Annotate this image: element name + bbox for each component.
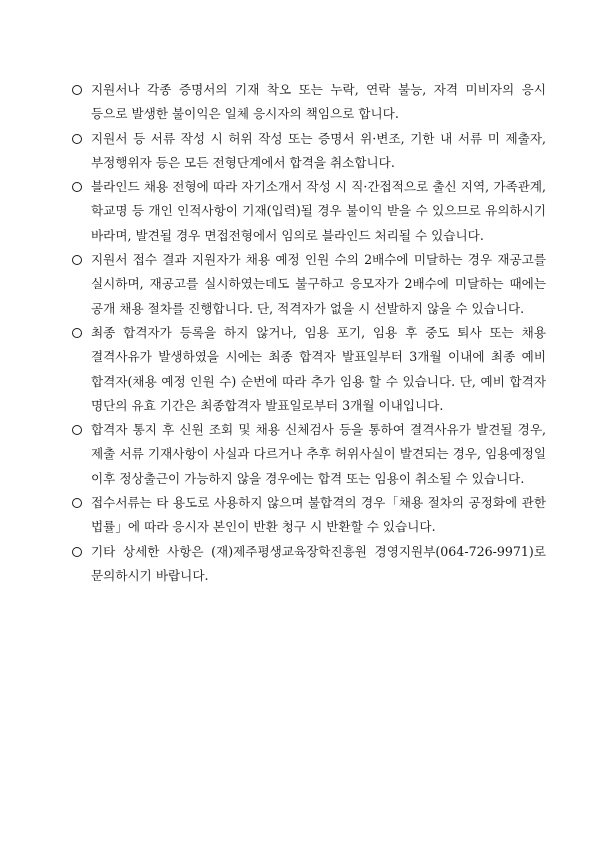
- notice-text: 지원서 등 서류 작성 시 허위 작성 또는 증명서 위·변조, 기한 내 서류 미 제출자, 부정행위자 등은 모든 전형단계에서 합격을 취소합니다.: [91, 130, 546, 170]
- notice-item: [72, 78, 546, 127]
- notice-item: [72, 418, 546, 491]
- circle-bullet-icon: [72, 547, 82, 557]
- circle-bullet-icon: [72, 328, 82, 338]
- notice-text: 접수서류는 타 용도로 사용하지 않으며 불합격의 경우「채용 절차의 공정화에 관한 법률」에 따라 응시자 본인이 반환 청구 시 반환할 수 있습니다.: [91, 495, 546, 535]
- notice-item: [72, 248, 546, 321]
- notice-item: [72, 491, 546, 540]
- notice-item: [72, 540, 546, 589]
- circle-bullet-icon: [72, 134, 82, 144]
- circle-bullet-icon: [72, 85, 82, 95]
- notice-item: [72, 321, 546, 418]
- notice-list: [72, 78, 546, 588]
- notice-item: [72, 175, 546, 248]
- notice-item: [72, 127, 546, 176]
- notice-text: 합격자 통지 후 신원 조회 및 채용 신체검사 등을 통하여 결격사유가 발견될 경우, 제출 서류 기재사항이 사실과 다르거나 추후 허위사실이 발견되는 경우, 임용예정일 이후 정상출근이 가능하지 않을 경우에는 합격 또는 임용이 취소될 수 있습니다.: [91, 422, 546, 486]
- circle-bullet-icon: [72, 182, 82, 192]
- notice-text: 지원서나 각종 증명서의 기재 착오 또는 누락, 연락 불능, 자격 미비자의 응시 등으로 발생한 불이익은 일체 응시자의 책임으로 합니다.: [91, 82, 546, 122]
- circle-bullet-icon: [72, 425, 82, 435]
- circle-bullet-icon: [72, 498, 82, 508]
- circle-bullet-icon: [72, 255, 82, 265]
- notice-text: 블라인드 채용 전형에 따라 자기소개서 작성 시 직·간접적으로 출신 지역, 가족관계, 학교명 등 개인 인적사항이 기재(입력)될 경우 불이익 받을 수 있으므로 유의하시기 바라며, 발견될 경우 면접전형에서 임의로 블라인드 처리될 수 있습니다.: [91, 179, 546, 243]
- notice-text: 최종 합격자가 등록을 하지 않거나, 임용 포기, 임용 후 중도 퇴사 또는 채용 결격사유가 발생하였을 시에는 최종 합격자 발표일부터 3개월 이내에 최종 예비 합격자(채용 예정 인원 수) 순번에 따라 추가 임용 할 수 있습니다. 단, 예비 합격자 명단의 유효 기간은 최종합격자 발표일로부터 3개월 이내입니다.: [91, 324, 546, 413]
- notice-text: 기타 상세한 사항은 (재)제주평생교육장학진흥원 경영지원부(064-726-9971)로 문의하시기 바랍니다.: [91, 543, 546, 583]
- notice-text: 지원서 접수 결과 지원자가 채용 예정 인원 수의 2배수에 미달하는 경우 재공고를 실시하며, 재공고를 실시하였는데도 불구하고 응모자가 2배수에 미달하는 때에는 공개 채용 절차를 진행합니다. 단, 적격자가 없을 시 선발하지 않을 수 있습니다.: [91, 252, 546, 316]
